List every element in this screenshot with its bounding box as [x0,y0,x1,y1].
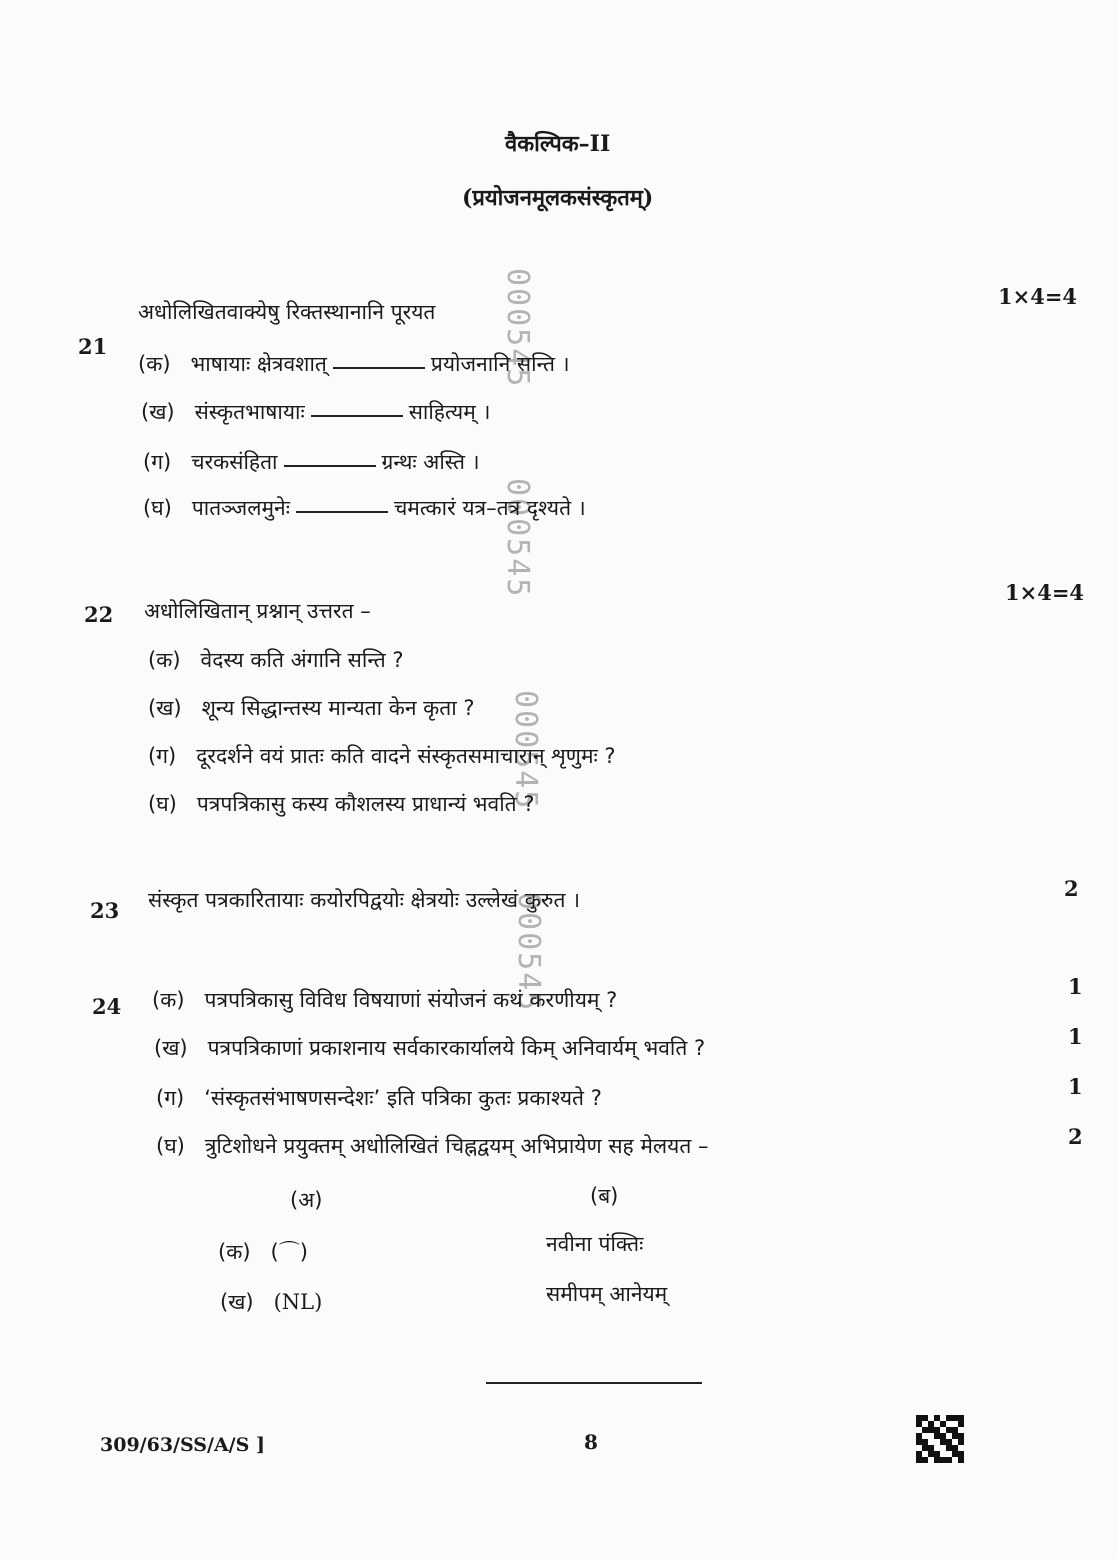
row-meaning: नवीना पंक्तिः [546,1232,644,1256]
item-label: (ग) [143,450,172,474]
item-text: त्रुटिशोधने प्रयुक्तम् अधोलिखितं चिह्नद्वयम् अभिप्रायेण सह मेलयत – [204,1134,709,1158]
item-label: (क) [138,352,171,376]
list-item [148,646,404,674]
list-item [148,742,616,770]
item-text: पत्रपत्रिकाणां प्रकाशनाय सर्वकारकार्यालये किम् अनिवार्यम् भवति ? [207,1036,706,1060]
item-text: ‘संस्कृतसंभाषणसन्देशः’ इति पत्रिका कुतः प्रकाश्यते ? [204,1086,602,1110]
page-number: 8 [584,1430,598,1454]
question-number: 21 [78,334,108,359]
question-number: 23 [90,898,120,923]
item-text: प्रयोजनानि सन्ति । [430,352,570,376]
question-number: 22 [84,602,114,627]
list-item [156,1084,602,1112]
item-label: (ग) [148,744,177,768]
column-header-a: (अ) [290,1188,323,1212]
row-symbol: (⌒) [270,1240,308,1264]
question-marks: 1×4=4 [1005,580,1085,605]
question-text: अधोलिखितान् प्रश्नान् उत्तरत – [144,599,371,623]
item-label: (ख) [148,696,182,720]
item-marks: 1 [1068,1024,1083,1049]
question-number: 24 [92,994,122,1019]
row-symbol: (NL) [273,1290,323,1314]
row-meaning: समीपम् आनेयम् [546,1282,668,1306]
item-text: भाषायाः क्षेत्रवशात् [190,352,327,376]
match-row [220,1288,322,1316]
list-item [154,1034,705,1062]
item-label: (क) [152,988,185,1012]
item-text: ग्रन्थः अस्ति । [381,450,480,474]
watermark: 000545 [500,478,535,599]
item-marks: 2 [1068,1124,1083,1149]
item-text: चरकसंहिता [191,450,278,474]
footer-rule [486,1382,702,1384]
question-marks: 1×4=4 [998,284,1078,309]
blank-line [311,413,403,417]
item-text: संस्कृतभाषायाः [194,400,305,424]
section-subtitle: (प्रयोजनमूलकसंस्कृतम्) [462,185,654,211]
blank-line [296,509,388,513]
item-label: (ख) [141,400,175,424]
item-label: (ख) [154,1036,188,1060]
item-label: (घ) [143,496,172,520]
item-label: (घ) [148,792,177,816]
list-item [156,1132,708,1160]
item-label: (क) [148,648,181,672]
item-text: साहित्यम् । [408,400,491,424]
item-marks: 1 [1068,1074,1083,1099]
item-text: शून्य सिद्धान्तस्य मान्यता केन कृता ? [201,696,475,720]
blank-line [284,463,376,467]
blank-line [333,365,425,369]
qr-code-icon [916,1415,964,1463]
list-item [141,398,490,426]
row-label: (क) [218,1240,251,1264]
item-text: वेदस्य कति अंगानि सन्ति ? [200,648,404,672]
list-item [148,694,475,722]
list-item [143,494,586,522]
item-text: पातञ्जलमुनेः [191,496,290,520]
item-label: (ग) [156,1086,185,1110]
match-row [218,1236,308,1266]
item-text: चमत्कारं यत्र–तत्र दृश्यते । [393,496,586,520]
item-text: पत्रपत्रिकासु विविध विषयाणां संयोजनं कथं करणीयम् ? [204,988,618,1012]
item-label: (घ) [156,1134,185,1158]
section-title: वैकल्पिक–II [505,131,611,157]
list-item [152,986,617,1014]
question-text: संस्कृत पत्रकारितायाः कयोरपिद्वयोः क्षेत्रयोः उल्लेखं कुरुत । [148,888,581,912]
watermark: 000545 [511,892,546,1013]
paper-code: 309/63/SS/A/S ] [100,1434,265,1456]
list-item [143,448,480,476]
question-text: अधोलिखितवाक्येषु रिक्तस्थानानि पूरयत [138,300,436,324]
list-item [148,790,534,818]
watermark: 000545 [500,268,535,389]
row-label: (ख) [220,1290,254,1314]
watermark: 000545 [508,690,543,811]
item-text: पत्रपत्रिकासु कस्य कौशलस्य प्राधान्यं भवति ? [196,792,535,816]
list-item [138,350,570,378]
item-marks: 1 [1068,974,1083,999]
item-text: दूरदर्शने वयं प्रातः कति वादने संस्कृतसमाचारान् शृणुमः ? [196,744,616,768]
column-header-b: (ब) [590,1184,619,1208]
question-marks: 2 [1064,876,1079,901]
